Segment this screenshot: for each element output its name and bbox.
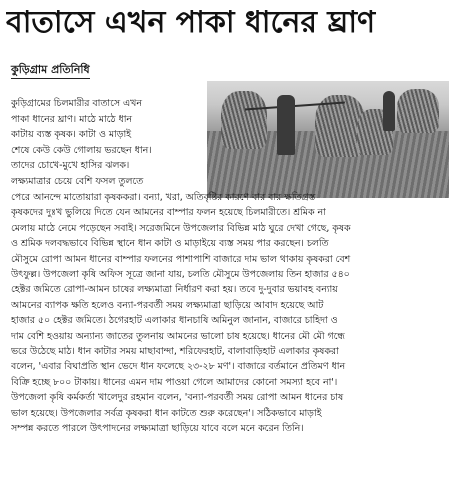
text-line: সম্পন্ন করতে পারলে উৎপাদনের লক্ষ্যমাত্রা ছাড়িয়ে যাবে বলে মনে করেন তিনি।: [11, 423, 304, 435]
text-line: ও শ্রমিক দলবদ্ধভাবে বিভিন্ন স্থানে ধান কাটা ও মাড়াইয়ে ব্যস্ত সময় পার করছেন। চলতি: [11, 238, 329, 250]
article-body: [11, 190, 451, 437]
farmer-figure: [277, 95, 295, 155]
farmer-figure: [383, 91, 395, 131]
text-line: কুড়িগ্রামের চিলমারীর বাতাসে এখন: [11, 98, 142, 109]
text-line: আমনের ব্যাপক ক্ষতি হলেও বন্যা-পরবর্তী সময় লক্ষ্যমাত্রা ছাড়িয়ে আবাদ হয়েছে আট: [11, 299, 324, 311]
text-line: হেক্টর জমিতে রোপা-আমন চাষের লক্ষ্যমাত্রা নির্ধারণ করা হয়। তবে দু-দুবার ভয়াবহ বন্যায়: [11, 284, 338, 296]
text-line: ভরে উঠেছে মাঠ। ধান কাটার সময় মাছাবান্দা, শরিফেরহাট, বালাবাড়িহাট এলাকার কৃষকরা: [11, 346, 339, 358]
text-line: বিক্রি হচ্ছে ৮০০ টাকায়। ধানের এমন দাম পাওয়া গেলে আমাদের কোনো সমস্যা হবে না'।: [11, 376, 338, 388]
text-line: লক্ষ্যমাত্রার চেয়ে বেশি ফসল তুলতে: [11, 175, 144, 187]
text-line: ভাল হয়েছে। উপজেলার সর্বত্র কৃষকরা ধান কাটতে শুরু করেছেন'। সঠিকভাবে মাড়াই: [11, 407, 322, 419]
text-line: উৎফুল্ল। উপজেলা কৃষি অফিস সূত্রে জানা যায়, চলতি মৌসুমে উপজেলায় তিন হাজার ৫৪০: [11, 269, 350, 281]
text-line: শেষে কেউ কেউ গোলায় ভরছেন ধান।: [11, 144, 152, 156]
headline: বাতাসে এখন পাকা ধানের ঘ্রাণ: [6, 5, 376, 40]
text-line: পেরে আনন্দে মাতোয়ারা কৃষককরা। বন্যা, খরা, অতিবৃষ্টির কারণে বার বার ক্ষতিগ্রস্ত: [11, 192, 316, 203]
text-line: হাজার ৫০ হেক্টর জমিতে। ঠগেরহাট এলাকার ধানচাষি অমিনুল জানান, বাজারে চাহিদা ও: [11, 315, 338, 327]
text-line: কৃষকদের দুঃখ ভুলিয়ে দিতে যেন আমনের বাম্পার ফলন হয়েছে চিলমারীতে। শ্রমিক না: [11, 207, 326, 219]
text-line: দাম বেশি হওয়ায় অন্যান্য জাতের তুলনায় আমনের ভালো চাষ হয়েছে। ধানের মৌ মৌ গন্ধে: [11, 330, 345, 342]
text-line: বলেন, 'এবার বিঘাপ্রতি স্থান ভেদে ধান ফলেছে ২৩-২৮ মণ'। বাজারে বর্তমানে প্রতিমণ ধান: [11, 361, 346, 373]
rice-bundle: [221, 91, 267, 149]
harvest-photo: [207, 81, 449, 198]
byline: কুড়িগ্রাম প্রতিনিধি: [11, 63, 90, 79]
text-line: তাদের চোখে-মুখে হাসির ঝলক।: [11, 160, 130, 172]
rice-bundle: [397, 89, 439, 133]
text-line: পাকা ধানের ঘ্রাণ। মাঠে মাঠে ধান: [11, 113, 133, 125]
text-line: মৌসুমে রোপা আমন ধানের বাম্পার ফলনের পাশাপাশি বাজারে দাম ভাল থাকায় কৃষকরা বেশ: [11, 253, 351, 265]
text-line: মেলায় মাঠে নেমে পড়েছেন সবাই। সরেজমিনে উপজেলার বিভিন্ন মাঠ ঘুরে দেখা গেছে, কৃষক: [11, 222, 351, 234]
text-line: উপজেলা কৃষি কর্মকর্তা খালেদুর রহমান বলেন, 'বন্যা-পরবর্তী সময় রোপা আমন ধানের চাষ: [11, 392, 344, 404]
article-intro: [11, 96, 203, 190]
text-line: কাটায় ব্যস্ত কৃষক। কাটা ও মাড়াই: [11, 129, 132, 141]
